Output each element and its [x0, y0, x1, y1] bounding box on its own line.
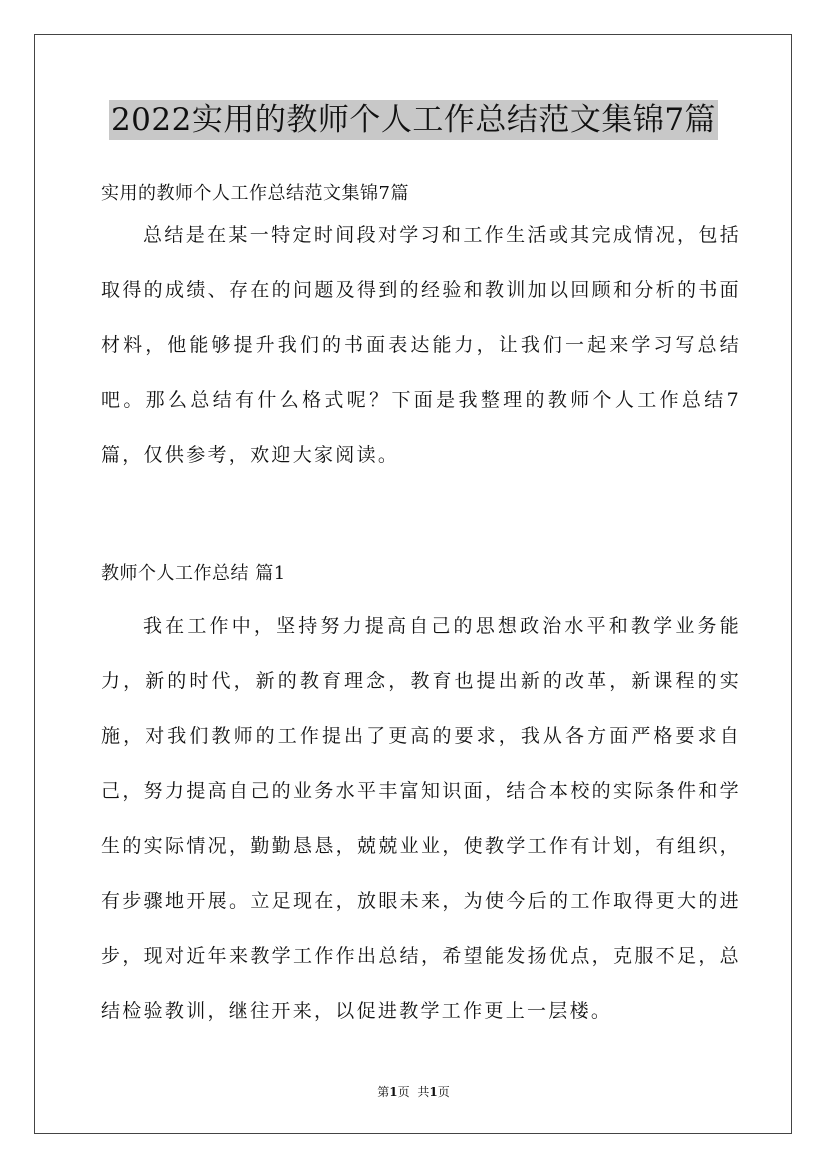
title-wrapper [0, 100, 827, 140]
document-title: 2022实用的教师个人工作总结范文集锦7篇 [110, 102, 717, 138]
footer-page-number: 1 [389, 1085, 398, 1099]
page-footer [0, 1084, 827, 1100]
document-subtitle: 实用的教师个人工作总结范文集锦7篇 [101, 183, 409, 204]
footer-total-prefix: 共 [417, 1085, 430, 1099]
section-body-paragraph: 我在工作中，坚持努力提高自己的思想政治水平和教学业务能力，新的时代，新的教育理念，教育也提出新的改革，新课程的实施，对我们教师的工作提出了更高的要求，我从各方面严格要求自己，努力提高自己的业务水平丰富知识面，结合本校的实际条件和学生的实际情况，勤勤恳恳，兢兢业业，使教学工作有计划，有组织，有步骤地开展。立足现在，放眼未来，为使今后的工作取得更大的进步，现对近年来教学工作作出总结，希望能发扬优点，克服不足，总结检验教训，继往开来，以促进教学工作更上一层楼。 [101, 615, 741, 1022]
intro-paragraph: 总结是在某一特定时间段对学习和工作生活或其完成情况，包括取得的成绩、存在的问题及得到的经验和教训加以回顾和分析的书面材料，他能够提升我们的书面表达能力，让我们一起来学习写总结吧。那么总结有什么格式呢？下面是我整理的教师个人工作总结7篇，仅供参考，欢迎大家阅读。 [101, 224, 741, 466]
footer-page-suffix: 页 [397, 1085, 410, 1099]
footer-total-suffix: 页 [437, 1085, 450, 1099]
section-heading: 教师个人工作总结 篇1 [101, 563, 286, 584]
footer-page-prefix: 第 [377, 1085, 390, 1099]
footer-total-pages: 1 [429, 1085, 438, 1099]
